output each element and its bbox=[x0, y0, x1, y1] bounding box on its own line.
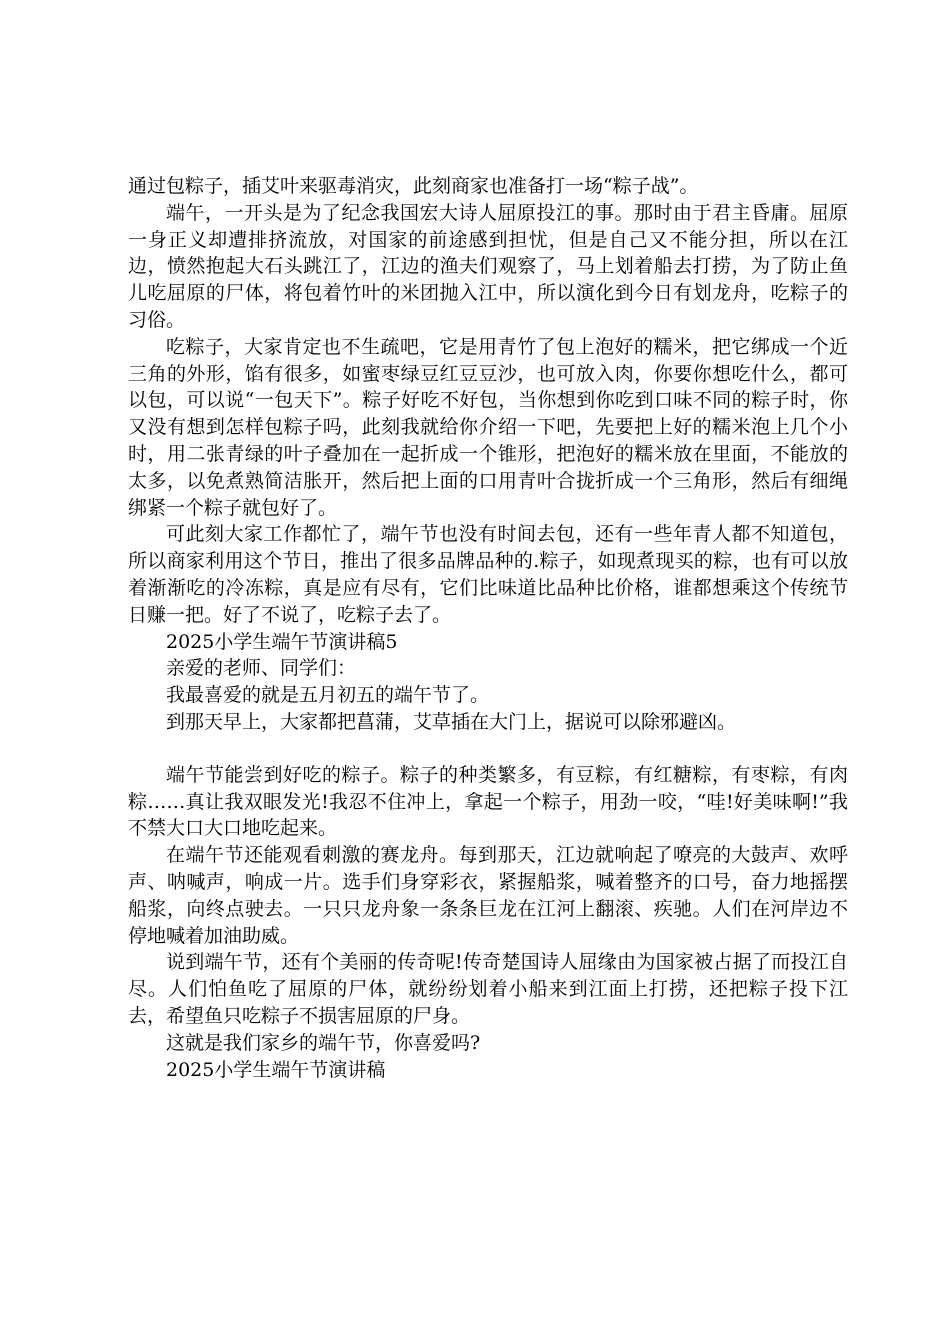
paragraph-morning-customs: 到那天早上，大家都把菖蒲，艾草插在大门上，据说可以除邪避凶。 bbox=[166, 710, 737, 733]
paragraph-continuation: 通过包粽子，插艾叶来驱毒消灾，此刻商家也准备打一场“粽子战”。 bbox=[128, 175, 699, 197]
paragraph-dragon-boat: 在端午节还能观看刺激的赛龙舟。每到那天，江边就响起了嘹亮的大鼓声、欢呼声、呐喊声，响成一片。选手们身穿彩衣，紧握船浆，喊着整齐的口号，奋力地摇摆船浆，向终点驶去。一只只龙舟象一条条巨龙在江河上翻滚、疾驰。人们在河岸边不停地喊着加油助威。 bbox=[128, 844, 848, 947]
paragraph-origin-story: 端午，一开头是为了纪念我国宏大诗人屈原投江的事。那时由于君主昏庸。屈原一身正义却遭排挤流放，对国家的前途感到担忧，但是自己又不能分担，所以在江边，愤然抱起大石头跳江了，江边的渔夫们观察了，马上划着船去打捞，为了防止鱼儿吃屈原的尸体，将包着竹叶的米团抛入江中，所以演化到今日有划龙舟，吃粽子的习俗。 bbox=[128, 201, 848, 331]
document-body bbox=[128, 173, 848, 1083]
speech-heading: 2025小学生端午节演讲稿5 bbox=[166, 630, 398, 653]
paragraph-closing-question: 这就是我们家乡的端午节，你喜爱吗? bbox=[166, 1031, 481, 1054]
paragraph-making-zongzi: 吃粽子，大家肯定也不生疏吧，它是用青竹了包上泡好的糯米，把它绑成一个近三角的外形，馅有很多，如蜜枣绿豆红豆豆沙，也可放入肉，你要你想吃什么，都可以包，可以说“一包天下”。粽子好吃不好包，当你想到你吃到口味不同的粽子时，你又没有想到怎样包粽子吗，此刻我就给你介绍一下吧，先要把上好的糯米泡上几个小时，用二张青绿的叶子叠加在一起折成一个锥形，把泡好的糯米放在里面，不能放的太多，以免煮熟简洁胀开，然后把上面的口用青叶合拢折成一个三角形，然后有细绳绑紧一个粽子就包好了。 bbox=[128, 335, 848, 519]
speech-greeting: 亲爱的老师、同学们： bbox=[166, 657, 357, 680]
paragraph-favorite-festival: 我最喜爱的就是五月初五的端午节了。 bbox=[166, 684, 490, 707]
paragraph-legend: 说到端午节，还有个美丽的传奇呢!传奇楚国诗人屈缘由为国家被占据了而投江自尽。人们怕鱼吃了屈原的尸体，就纷纷划着小船来到江面上打捞，还把粽子投下江去，希望鱼只吃粽子不损害屈原的尸身。 bbox=[128, 951, 848, 1027]
speech-heading-next: 2025小学生端午节演讲稿 bbox=[166, 1058, 386, 1081]
blank-line bbox=[128, 736, 848, 762]
paragraph-eating-zongzi: 端午节能尝到好吃的粽子。粽子的种类繁多，有豆粽，有红糖粽，有枣粽，有肉粽……真让我双眼发光!我忍不住冲上，拿起一个粽子，用劲一咬，“哇!好美味啊!”我不禁大口大口地吃起来。 bbox=[128, 763, 848, 840]
paragraph-merchants: 可此刻大家工作都忙了，端午节也没有时间去包，还有一些年青人都不知道包，所以商家利用这个节日，推出了很多品牌品种的.粽子，如现煮现买的粽，也有可以放着渐渐吃的冷冻粽，真是应有尽有，它们比味道比品种比价格，谁都想乘这个传统节日赚一把。好了不说了，吃粽子去了。 bbox=[128, 523, 848, 626]
